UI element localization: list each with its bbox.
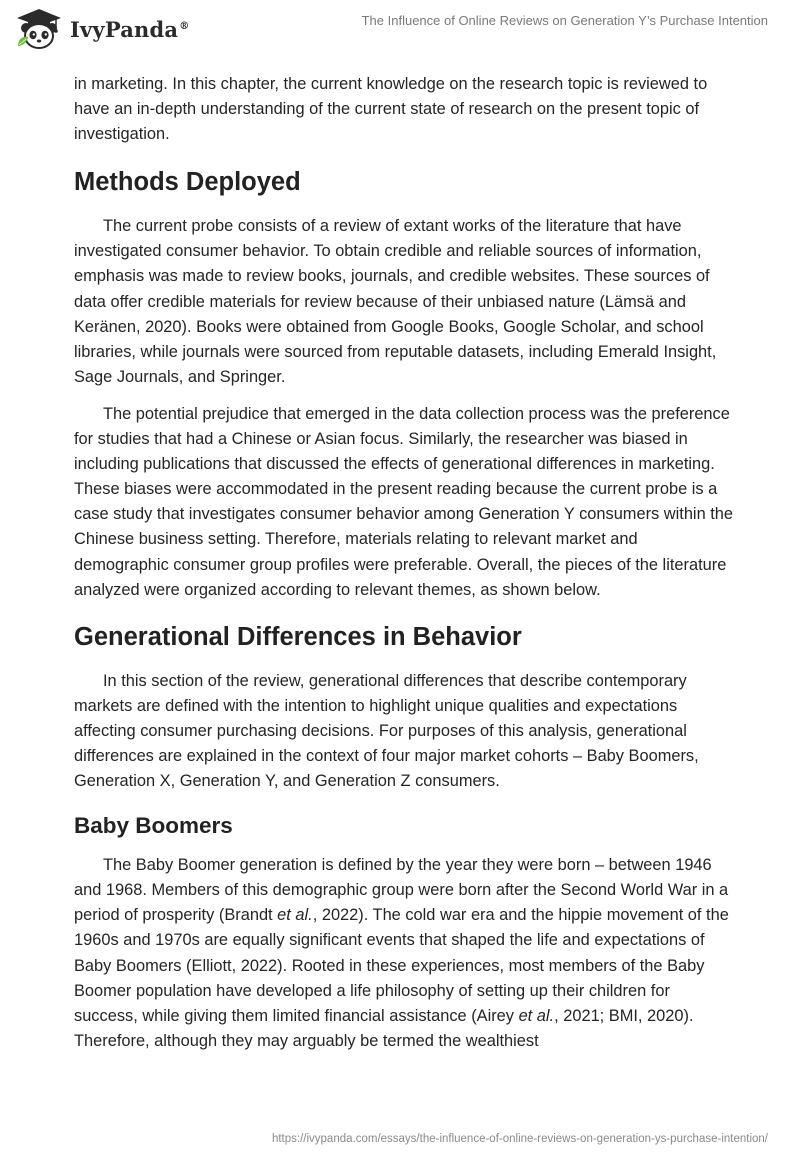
generational-paragraph-1: In this section of the review, generational differences that describe contemporary markets are defined with the intention to highlight unique qualities and expectations affecting consumer purchasing decisions. For purposes of this analysis, generational differences are explained in the context of four major market cohorts – Baby Boomers, Generation X, Generation Y, and Generation Z consumers.: [74, 671, 699, 791]
heading-baby-boomers: Baby Boomers: [74, 813, 233, 839]
et-al-italic: et al.: [518, 1006, 555, 1025]
page-header: [0, 0, 800, 62]
panda-graduate-icon: [14, 8, 64, 50]
running-title: The Influence of Online Reviews on Generation Y’s Purchase Intention: [361, 13, 768, 28]
intro-paragraph: in marketing. In this chapter, the current knowledge on the research topic is reviewed to have an in-depth understanding of the current state of research on the present topic of investigation.: [74, 75, 708, 144]
brand-name: IvyPanda®: [70, 16, 190, 42]
boomers-paragraph-1: [74, 853, 734, 1054]
article-body: [74, 72, 734, 1054]
methods-paragraph-1: The current probe consists of a review of extant works of the literature that have investigated consumer behavior. To obtain credible and reliable sources of information, emphasis was made to review books, journals, and credible websites. These sources of data offer credible materials for review because of their unbiased nature (Lämsä and Keränen, 2020). Books were obtained from Google Books, Google Scholar, and school libraries, while journals were sourced from reputable datasets, including Emerald Insight, Sage Journals, and Springer.: [74, 217, 717, 386]
heading-generational-differences: Generational Differences in Behavior: [74, 622, 522, 651]
registered-mark: ®: [179, 20, 190, 32]
source-url-link[interactable]: https://ivypanda.com/essays/the-influence-of-online-reviews-on-generation-ys-purchase-intention/: [271, 1133, 768, 1145]
et-al-italic: et al.: [277, 906, 313, 925]
methods-paragraph-2: The potential prejudice that emerged in the data collection process was the preference for studies that had a Chinese or Asian focus. Similarly, the researcher was biased in including publications that discussed the effects of generational differences in marketing. These biases were accommodated in the present reading because the current probe is a case study that investigates consumer behavior among Generation Y consumers within the Chinese business setting. Therefore, materials relating to relevant market and demographic consumer group profiles were preferable. Overall, the pieces of the literature analyzed were organized according to relevant themes, as shown below.: [74, 404, 734, 599]
heading-methods-deployed: Methods Deployed: [74, 168, 301, 197]
ivypanda-logo[interactable]: [14, 8, 189, 50]
boomers-text-a: The Baby Boomer generation is defined by the year they were born – between 1946 and 1968. Members of this demographic group were born after the Second World War in a period of prosperity (Brandt: [74, 856, 729, 925]
boomers-text-c: , 2021; BMI, 2020). Therefore, although they may arguably be termed the wealthiest: [74, 1006, 694, 1050]
boomers-text-b: , 2022). The cold war era and the hippie movement of the 1960s and 1970s are equally significant events that shaped the life and expectations of Baby Boomers (Elliott, 2022). Rooted in these experiences, most members of the Baby Boomer population have developed a life philosophy of setting up their children for success, while giving them limited financial assistance (Airey: [74, 906, 729, 1025]
